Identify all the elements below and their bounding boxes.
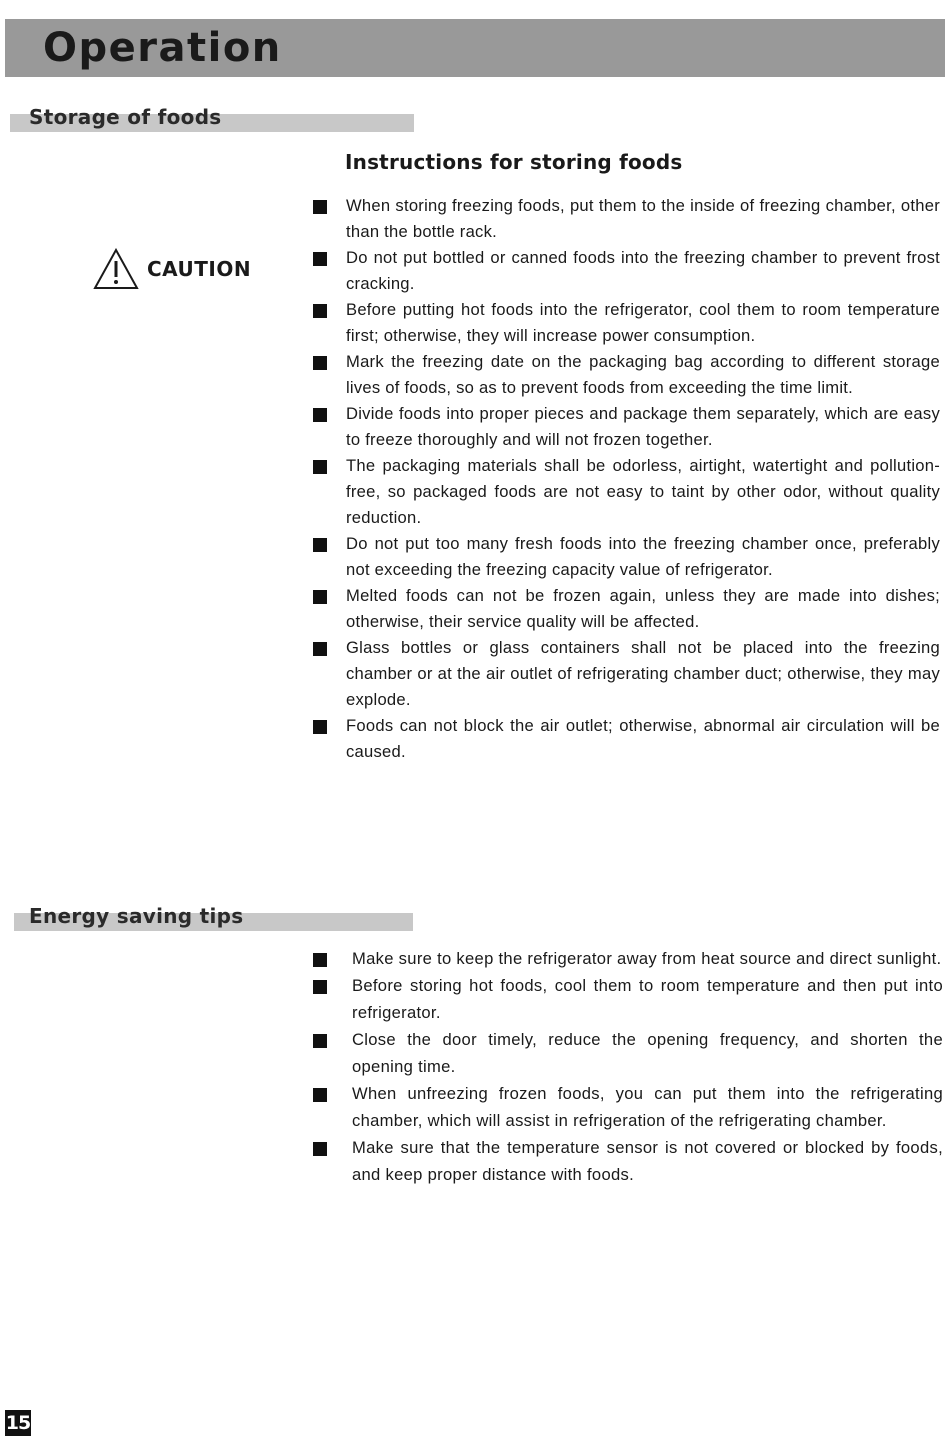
bullet-square-icon — [313, 1142, 327, 1156]
list-item — [346, 713, 940, 765]
list-item-text: Mark the freezing date on the packaging bag according to different storage lives of foods, so as to prevent foods from exceeding the time limit. — [346, 352, 940, 397]
list-item-text: When unfreezing frozen foods, you can put them into the refrigerating chamber, which will assist in refrigeration of the refrigerating chamber. — [352, 1084, 943, 1130]
list-item-text: Melted foods can not be frozen again, unless they are made into dishes; otherwise, their service quality will be affected. — [346, 586, 940, 631]
storage-subtitle: Instructions for storing foods — [345, 150, 683, 174]
bullet-square-icon — [313, 408, 327, 422]
bullet-square-icon — [313, 200, 327, 214]
list-item — [346, 531, 940, 583]
list-item — [352, 1026, 943, 1080]
header-bar — [5, 19, 945, 77]
list-item-text: Divide foods into proper pieces and package them separately, which are easy to freeze thoroughly and will not frozen together. — [346, 404, 940, 449]
list-item — [346, 245, 940, 297]
page-number: 15 — [5, 1412, 31, 1434]
list-item-text: Foods can not block the air outlet; otherwise, abnormal air circulation will be caused. — [346, 716, 940, 761]
list-item — [352, 1134, 943, 1188]
list-item — [346, 297, 940, 349]
caution-label: CAUTION — [147, 257, 252, 281]
list-item — [346, 453, 940, 531]
warning-icon — [93, 248, 139, 290]
list-item-text: Glass bottles or glass containers shall not be placed into the freezing chamber or at the air outlet of refrigerating chamber duct; otherwise, they may explode. — [346, 638, 940, 709]
storage-section-title: Storage of foods — [29, 105, 222, 129]
bullet-square-icon — [313, 304, 327, 318]
list-item — [352, 945, 943, 972]
bullet-square-icon — [313, 720, 327, 734]
list-item — [346, 193, 940, 245]
list-item-text: Do not put bottled or canned foods into the freezing chamber to prevent frost cracking. — [346, 248, 940, 293]
bullet-square-icon — [313, 252, 327, 266]
bullet-square-icon — [313, 1034, 327, 1048]
list-item — [346, 349, 940, 401]
list-item-text: Make sure to keep the refrigerator away from heat source and direct sunlight. — [352, 949, 942, 968]
list-item-text: Before storing hot foods, cool them to room temperature and then put into refrigerator. — [352, 976, 943, 1022]
energy-section-title: Energy saving tips — [29, 904, 244, 928]
caution-notice — [93, 248, 251, 290]
bullet-square-icon — [313, 953, 327, 967]
bullet-square-icon — [313, 642, 327, 656]
list-item-text: Make sure that the temperature sensor is not covered or blocked by foods, and keep proper distance with foods. — [352, 1138, 943, 1184]
energy-tips-list — [352, 945, 943, 1188]
list-item-text: Before putting hot foods into the refrigerator, cool them to room temperature first; otherwise, they will increase power consumption. — [346, 300, 940, 345]
storage-instructions-list — [346, 193, 940, 765]
bullet-square-icon — [313, 590, 327, 604]
bullet-square-icon — [313, 980, 327, 994]
list-item-text: The packaging materials shall be odorless, airtight, watertight and pollution-free, so packaged foods are not easy to taint by other odor, without quality reduction. — [346, 456, 940, 527]
bullet-square-icon — [313, 538, 327, 552]
list-item — [346, 583, 940, 635]
list-item — [352, 1080, 943, 1134]
list-item-text: Do not put too many fresh foods into the freezing chamber once, preferably not exceeding the freezing capacity value of refrigerator. — [346, 534, 940, 579]
bullet-square-icon — [313, 356, 327, 370]
list-item — [352, 972, 943, 1026]
list-item-text: When storing freezing foods, put them to the inside of freezing chamber, other than the bottle rack. — [346, 196, 940, 241]
list-item — [346, 635, 940, 713]
list-item-text: Close the door timely, reduce the opening frequency, and shorten the opening time. — [352, 1030, 943, 1076]
page-title: Operation — [43, 25, 282, 71]
bullet-square-icon — [313, 460, 327, 474]
list-item — [346, 401, 940, 453]
bullet-square-icon — [313, 1088, 327, 1102]
